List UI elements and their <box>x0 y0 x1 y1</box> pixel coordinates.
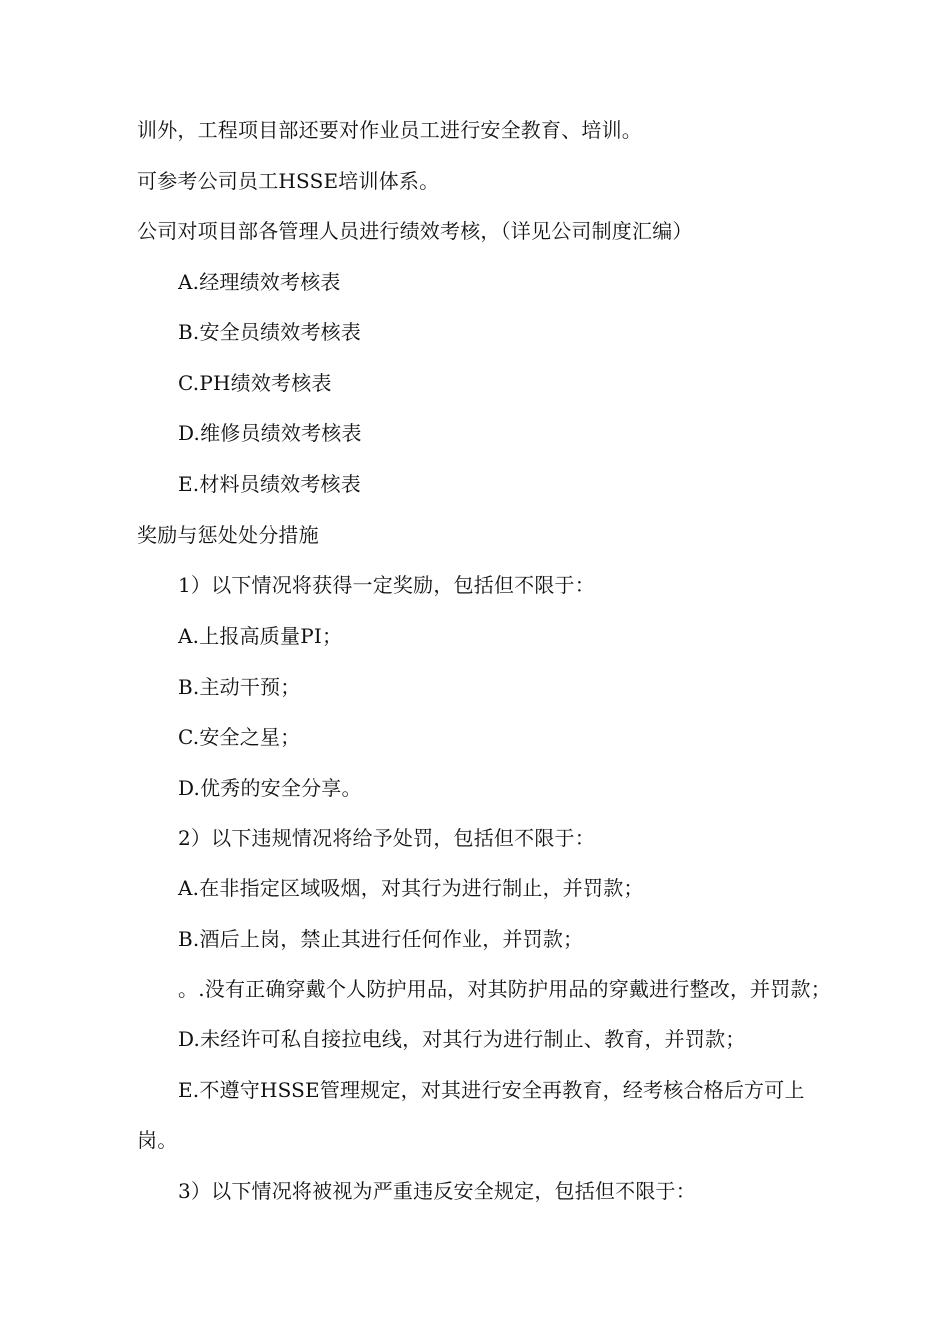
list-item: D.未经许可私自接拉电线，对其行为进行制止、教育，并罚款； <box>178 1027 746 1051</box>
list-item: B.主动干预； <box>178 675 301 699</box>
list-item: E.材料员绩效考核表 <box>178 472 361 496</box>
section-heading: 奖励与惩处处分措施 <box>137 523 319 547</box>
list-item: B.酒后上岗，禁止其进行任何作业，并罚款； <box>178 927 584 951</box>
paragraph-line: 公司对项目部各管理人员进行绩效考核，（详见公司制度汇编） <box>137 219 693 243</box>
paragraph-line: 训外，工程项目部还要对作业员工进行安全教育、培训。 <box>137 118 642 142</box>
list-item: C.PH绩效考核表 <box>178 371 332 395</box>
list-item: 。.没有正确穿戴个人防护用品，对其防护用品的穿戴进行整改，并罚款； <box>178 977 831 1001</box>
list-item: A.经理绩效考核表 <box>178 270 341 294</box>
list-item: A.在非指定区域吸烟，对其行为进行制止，并罚款； <box>178 876 644 900</box>
list-item: A.上报高质量PI； <box>178 624 343 648</box>
list-heading: 3）以下情况将被视为严重违反安全规定，包括但不限于： <box>178 1179 696 1203</box>
paragraph-line: 岗。 <box>137 1128 178 1152</box>
list-heading: 1）以下情况将获得一定奖励，包括但不限于： <box>178 573 595 597</box>
list-heading: 2）以下违规情况将给予处罚，包括但不限于： <box>178 826 595 850</box>
list-item: C.安全之星； <box>178 725 301 749</box>
list-item: E.不遵守HSSE管理规定，对其进行安全再教育，经考核合格后方可上 <box>178 1078 805 1102</box>
paragraph-line: 可参考公司员工HSSE培训体系。 <box>137 169 440 193</box>
list-item: D.维修员绩效考核表 <box>178 421 362 445</box>
list-item: B.安全员绩效考核表 <box>178 320 362 344</box>
list-item: D.优秀的安全分享。 <box>178 776 362 800</box>
